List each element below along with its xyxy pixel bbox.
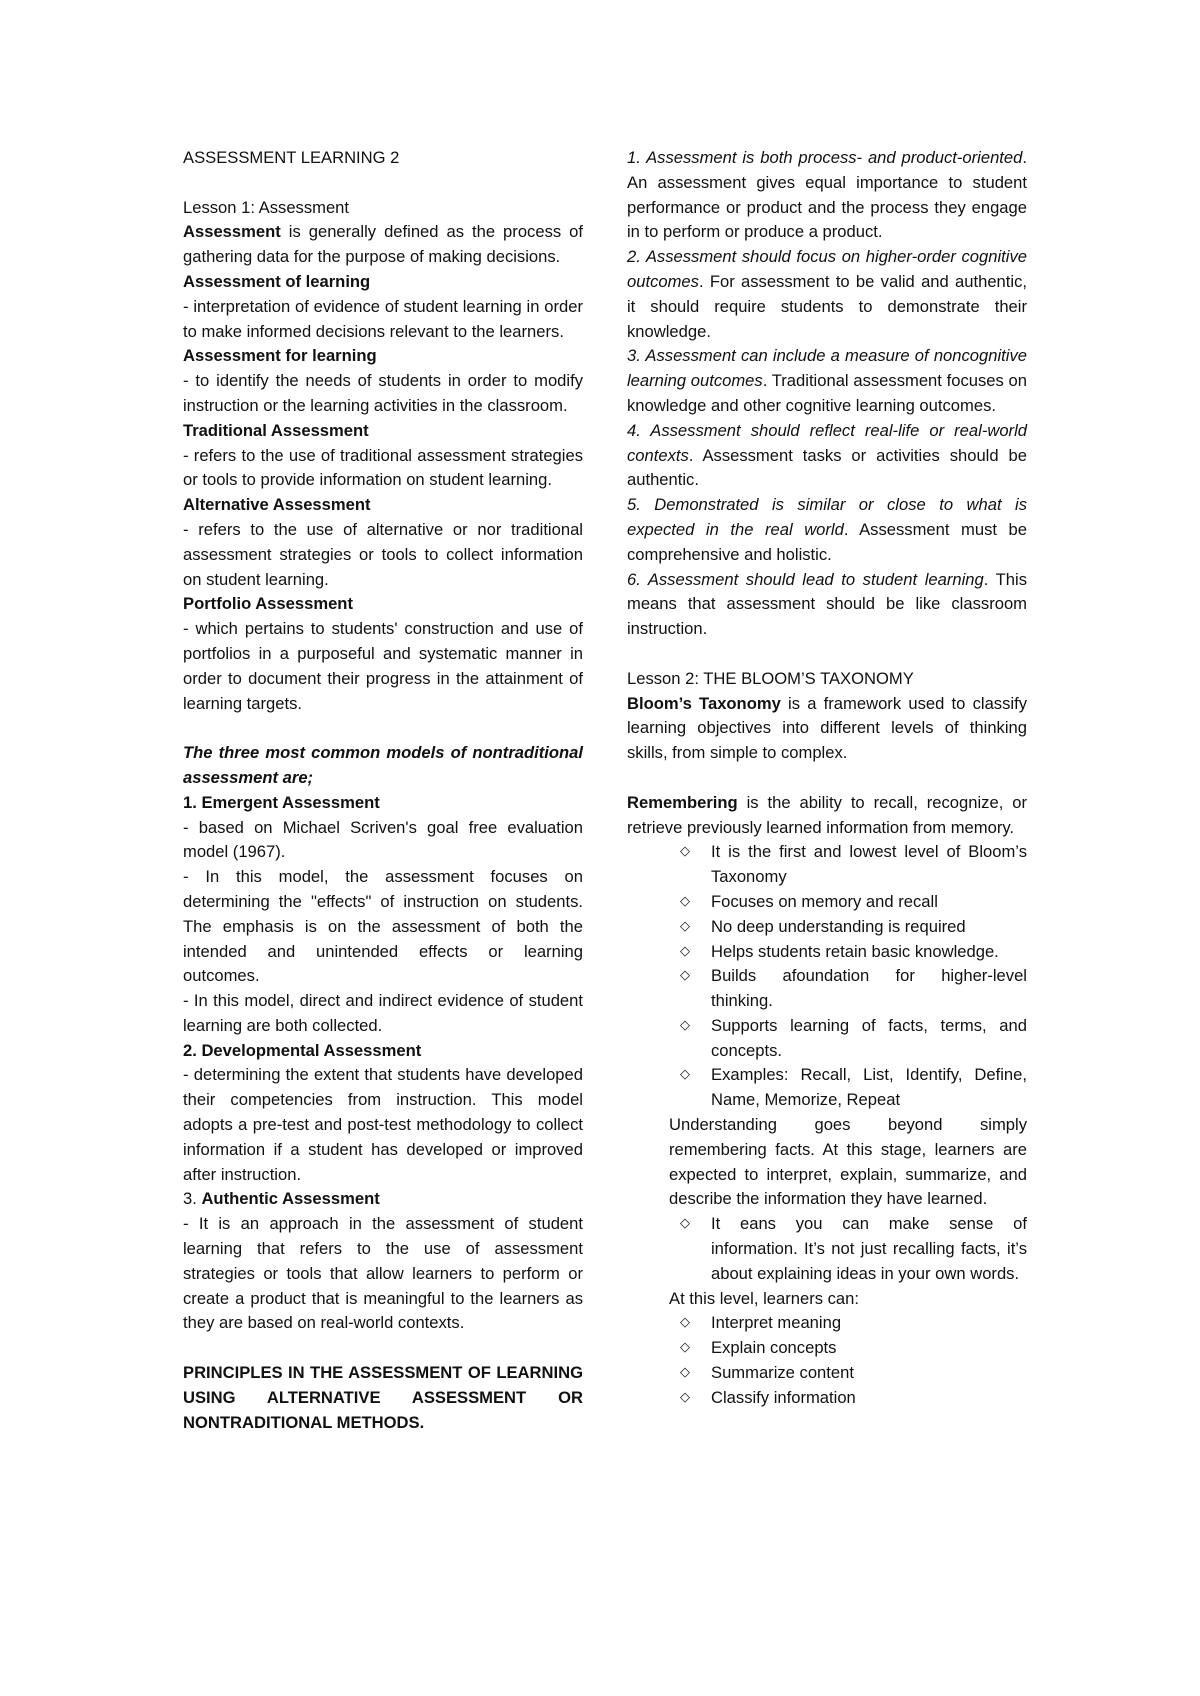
principle-2-text: . For assessment to be valid and authentic, it should require students to demonstrate their knowledge. bbox=[627, 271, 1027, 341]
principle-2-lead: 2. Assessment should focus on higher-order cognitive outcomes bbox=[627, 247, 1027, 291]
bullet-text: Focuses on memory and recall bbox=[711, 891, 938, 911]
bullet-item bbox=[627, 890, 1027, 915]
principle-3 bbox=[627, 344, 1027, 418]
principle-6 bbox=[627, 568, 1027, 642]
spacer bbox=[183, 716, 583, 741]
authentic-assessment-heading bbox=[183, 1187, 583, 1212]
bloom-definition-text: is a framework used to classify learning objectives into different levels of thinking skills, from simple to complex. bbox=[627, 693, 1027, 763]
bullet-item bbox=[627, 940, 1027, 965]
bloom-term: Bloom’s Taxonomy bbox=[627, 693, 781, 713]
assessment-term: Assessment bbox=[183, 222, 281, 242]
principle-4 bbox=[627, 419, 1027, 493]
assessment-definition bbox=[183, 220, 583, 270]
lesson-2-heading: Lesson 2: THE BLOOM’S TAXONOMY bbox=[627, 668, 914, 688]
bullet-item bbox=[627, 1063, 1027, 1113]
understanding-bullet-list bbox=[627, 1212, 1027, 1286]
bullet-item bbox=[627, 915, 1027, 940]
traditional-assessment-heading: Traditional Assessment bbox=[183, 420, 369, 440]
understanding-text: Understanding goes beyond simply remembering facts. At this stage, learners are expected to interpret, explain, summarize, and describe the information they have learned. bbox=[669, 1115, 1027, 1209]
remembering-term: Remembering bbox=[627, 792, 738, 812]
spacer bbox=[183, 1336, 583, 1361]
principle-5-text: . Assessment must be comprehensive and holistic. bbox=[627, 519, 1027, 564]
diamond-bullet-icon: ◇ bbox=[680, 968, 690, 984]
assessment-for-learning-heading: Assessment for learning bbox=[183, 346, 377, 366]
lesson-1-heading: Lesson 1: Assessment bbox=[183, 197, 350, 217]
document-title: ASSESSMENT LEARNING 2 bbox=[183, 148, 400, 167]
assessment-definition-text: is generally defined as the process of gathering data for the purpose of making decisions. bbox=[183, 222, 583, 267]
authentic-assessment-number: 3. bbox=[183, 1189, 202, 1209]
bullet-item bbox=[627, 1014, 1027, 1064]
authentic-assessment-text: - It is an approach in the assessment of student learning that refers to the use of assessment strategies or tools that allow learners to perform or create a product that is meaningful to the learners as they are based on real-world contexts. bbox=[183, 1214, 583, 1333]
bullet-text: It eans you can make sense of information. It’s not just recalling facts, it’s about explaining ideas in your own words. bbox=[711, 1214, 1027, 1283]
diamond-bullet-icon: ◇ bbox=[680, 1365, 690, 1381]
principle-3-text: . Traditional assessment focuses on knowledge and other cognitive learning outcomes. bbox=[627, 371, 1027, 415]
principle-3-lead: 3. Assessment can include a measure of noncognitive learning outcomes bbox=[627, 346, 1027, 391]
spacer bbox=[627, 642, 1027, 667]
principle-5 bbox=[627, 493, 1027, 567]
emergent-assessment-heading: 1. Emergent Assessment bbox=[183, 792, 380, 812]
bullet-item bbox=[627, 840, 1027, 890]
level-intro: At this level, learners can: bbox=[669, 1288, 859, 1308]
level-bullet-list bbox=[627, 1311, 1027, 1410]
alternative-assessment-text: - refers to the use of alternative or nor traditional assessment strategies or tools to collect information on student learning. bbox=[183, 519, 583, 589]
bullet-text: Helps students retain basic knowledge. bbox=[711, 941, 999, 961]
diamond-bullet-icon: ◇ bbox=[680, 1216, 690, 1232]
bullet-item bbox=[627, 1386, 1027, 1411]
developmental-assessment-heading: 2. Developmental Assessment bbox=[183, 1040, 422, 1060]
bullet-item bbox=[627, 1336, 1027, 1361]
diamond-bullet-icon: ◇ bbox=[680, 943, 690, 959]
portfolio-assessment-heading: Portfolio Assessment bbox=[183, 594, 353, 614]
emergent-assessment-text-2: - In this model, the assessment focuses on determining the "effects" of instruction on students. The emphasis is on the assessment of both the intended and unintended effects or learning outcomes. bbox=[183, 867, 583, 986]
bullet-item bbox=[627, 1212, 1027, 1286]
diamond-bullet-icon: ◇ bbox=[680, 893, 690, 909]
assessment-of-learning-text: - interpretation of evidence of student learning in order to make informed decisions relevant to the learners. bbox=[183, 296, 583, 341]
remembering-definition-text: is the ability to recall, recognize, or retrieve previously learned information from memory. bbox=[627, 792, 1027, 837]
assessment-for-learning-text: - to identify the needs of students in order to modify instruction or the learning activities in the classroom. bbox=[183, 371, 583, 415]
portfolio-assessment-text: - which pertains to students' construction and use of portfolios in a purposeful and systematic manner in order to document their progress in the attainment of learning targets. bbox=[183, 619, 583, 713]
bullet-text: Examples: Recall, List, Identify, Define, Name, Memorize, Repeat bbox=[711, 1065, 1027, 1110]
traditional-assessment-text: - refers to the use of traditional assessment strategies or tools to provide information on student learning. bbox=[183, 445, 583, 490]
left-column bbox=[183, 146, 583, 1435]
bullet-item bbox=[627, 1361, 1027, 1386]
remembering-bullet-list bbox=[627, 840, 1027, 1113]
spacer bbox=[627, 766, 1027, 791]
diamond-bullet-icon: ◇ bbox=[680, 1340, 690, 1356]
principle-2 bbox=[627, 245, 1027, 344]
principle-6-text: . This means that assessment should be like classroom instruction. bbox=[627, 569, 1028, 639]
principle-6-lead: 6. Assessment should lead to student learning bbox=[627, 569, 984, 589]
bullet-text: Builds afoundation for higher-level thinking. bbox=[711, 966, 1027, 1011]
developmental-assessment-text: - determining the extent that students have developed their competencies from instruction. This model adopts a pre-test and post-test methodology to collect information if a student has developed or improved after instruction. bbox=[183, 1065, 583, 1184]
models-heading: The three most common models of nontraditional assessment are; bbox=[183, 743, 583, 787]
bullet-text: Interpret meaning bbox=[711, 1313, 842, 1333]
bullet-text: Explain concepts bbox=[711, 1338, 837, 1358]
right-column bbox=[627, 146, 1027, 1411]
spacer bbox=[183, 171, 583, 196]
bullet-text: Classify information bbox=[711, 1387, 856, 1407]
principle-1-lead: 1. Assessment is both process- and product-oriented bbox=[627, 148, 1023, 167]
remembering-definition bbox=[627, 791, 1027, 841]
diamond-bullet-icon: ◇ bbox=[680, 1017, 690, 1033]
diamond-bullet-icon: ◇ bbox=[680, 918, 690, 934]
bloom-definition bbox=[627, 692, 1027, 766]
principle-1 bbox=[627, 146, 1027, 245]
bullet-item bbox=[627, 1311, 1027, 1336]
emergent-assessment-text-3: - In this model, direct and indirect evidence of student learning are both collected. bbox=[183, 991, 583, 1035]
diamond-bullet-icon: ◇ bbox=[680, 844, 690, 860]
authentic-assessment-title: Authentic Assessment bbox=[201, 1189, 380, 1209]
principles-heading: PRINCIPLES IN THE ASSESSMENT OF LEARNING USING ALTERNATIVE ASSESSMENT OR NONTRADITIONAL METHODS. bbox=[183, 1363, 583, 1432]
bullet-text: Summarize content bbox=[711, 1363, 854, 1383]
principle-4-lead: 4. Assessment should reflect real-life or real-world contexts bbox=[627, 420, 1027, 465]
diamond-bullet-icon: ◇ bbox=[680, 1067, 690, 1083]
principle-5-lead: 5. Demonstrated is similar or close to what is expected in the real world bbox=[627, 495, 1027, 539]
alternative-assessment-heading: Alternative Assessment bbox=[183, 495, 371, 515]
bullet-text: It is the first and lowest level of Bloom’s Taxonomy bbox=[711, 842, 1027, 887]
bullet-text: No deep understanding is required bbox=[711, 916, 966, 936]
diamond-bullet-icon: ◇ bbox=[680, 1315, 690, 1331]
assessment-of-learning-heading: Assessment of learning bbox=[183, 271, 371, 291]
principle-4-text: . Assessment tasks or activities should be authentic. bbox=[627, 445, 1027, 490]
principle-1-text: . An assessment gives equal importance to student performance or product and the process they engage in to perform or produce a product. bbox=[627, 148, 1027, 242]
bullet-item bbox=[627, 964, 1027, 1014]
emergent-assessment-text-1: - based on Michael Scriven's goal free evaluation model (1967). bbox=[183, 817, 583, 862]
bullet-text: Supports learning of facts, terms, and concepts. bbox=[711, 1015, 1027, 1060]
diamond-bullet-icon: ◇ bbox=[680, 1389, 690, 1405]
